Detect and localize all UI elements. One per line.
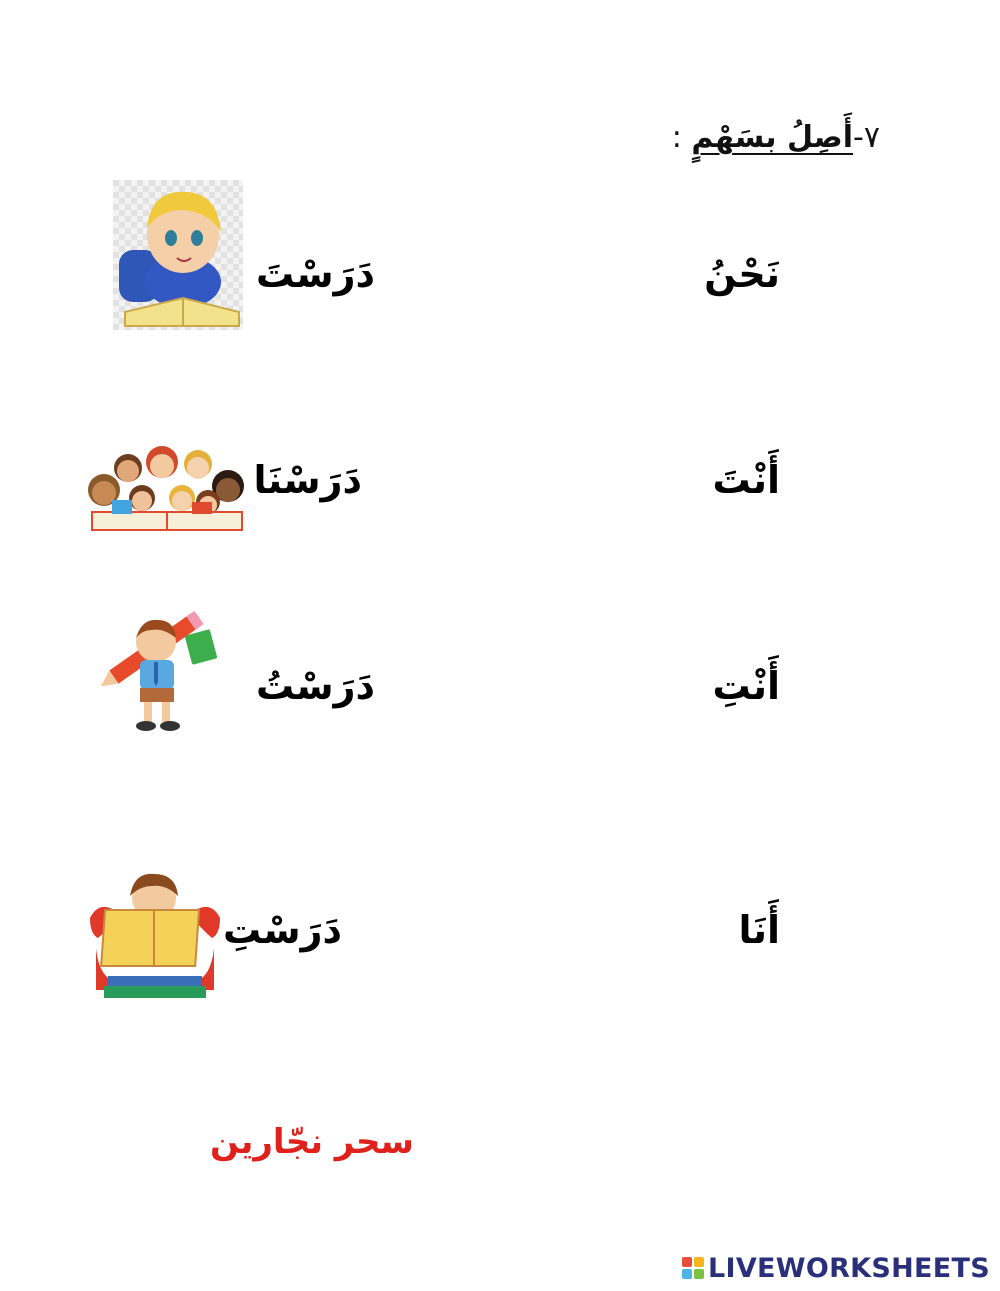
- verb-1[interactable]: دَرَسْتَ: [256, 252, 375, 296]
- author-name: سحر نجّارين: [210, 1122, 414, 1162]
- title-colon: :: [671, 120, 682, 155]
- exercise-instruction: أَصِلُ بسَهْمٍ: [691, 120, 854, 155]
- boy-with-pencil-and-book-icon[interactable]: [96, 600, 226, 735]
- exercise-number: ٧-: [853, 120, 880, 155]
- verb-4[interactable]: دَرَسْتِ: [223, 908, 342, 952]
- liveworksheets-logo-icon: [682, 1257, 704, 1279]
- boy-lying-reading-icon[interactable]: [113, 180, 243, 330]
- pronoun-2[interactable]: أَنْتَ: [712, 458, 780, 502]
- exercise-title: [672, 120, 880, 155]
- pronoun-3[interactable]: أَنْتِ: [712, 664, 780, 708]
- verb-2[interactable]: دَرَسْنَا: [253, 458, 362, 502]
- group-of-children-reading-icon[interactable]: [82, 440, 250, 535]
- pronoun-4[interactable]: أَنَا: [738, 908, 780, 952]
- brand-name: LIVEWORKSHEETS: [707, 1252, 990, 1284]
- verb-3[interactable]: دَرَسْتُ: [256, 664, 375, 708]
- pronoun-1[interactable]: نَحْنُ: [704, 252, 780, 296]
- liveworksheets-footer[interactable]: [682, 1250, 990, 1286]
- girl-reading-book-icon[interactable]: [90, 868, 220, 1000]
